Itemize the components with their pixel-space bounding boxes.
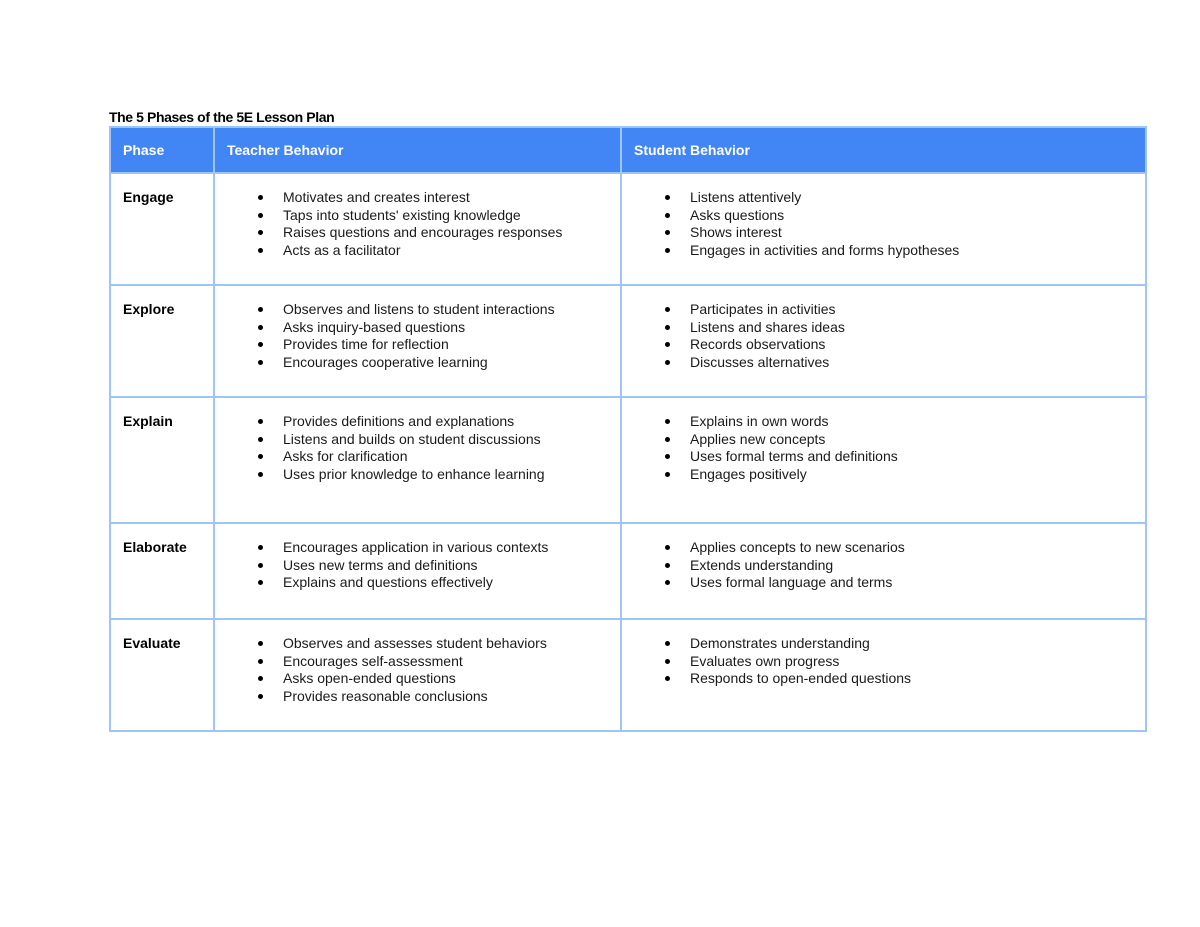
list-item: Evaluates own progress <box>622 653 1145 671</box>
phase-label: Explore <box>110 285 214 397</box>
list-item: Asks inquiry-based questions <box>215 319 620 337</box>
student-behavior-list <box>622 620 1145 688</box>
teacher-behavior-list <box>215 398 620 483</box>
list-item: Observes and assesses student behaviors <box>215 635 620 653</box>
list-item: Acts as a facilitator <box>215 242 620 260</box>
list-item: Uses prior knowledge to enhance learning <box>215 466 620 484</box>
student-behavior-list <box>622 524 1145 592</box>
table-row-evaluate <box>110 619 1146 731</box>
student-behavior-cell <box>621 397 1146 523</box>
list-item: Discusses alternatives <box>622 354 1145 372</box>
teacher-behavior-cell <box>214 397 621 523</box>
list-item: Responds to open-ended questions <box>622 670 1145 688</box>
list-item: Provides time for reflection <box>215 336 620 354</box>
student-behavior-cell <box>621 523 1146 619</box>
list-item: Provides reasonable conclusions <box>215 688 620 706</box>
header-teacher-behavior: Teacher Behavior <box>214 127 621 173</box>
student-behavior-cell <box>621 173 1146 285</box>
teacher-behavior-list <box>215 620 620 705</box>
list-item: Encourages self-assessment <box>215 653 620 671</box>
table-row-explain <box>110 397 1146 523</box>
list-item: Records observations <box>622 336 1145 354</box>
list-item: Motivates and creates interest <box>215 189 620 207</box>
list-item: Explains in own words <box>622 413 1145 431</box>
phase-label: Evaluate <box>110 619 214 731</box>
list-item: Listens and builds on student discussions <box>215 431 620 449</box>
list-item: Listens and shares ideas <box>622 319 1145 337</box>
list-item: Participates in activities <box>622 301 1145 319</box>
list-item: Asks open-ended questions <box>215 670 620 688</box>
list-item: Provides definitions and explanations <box>215 413 620 431</box>
teacher-behavior-cell <box>214 173 621 285</box>
teacher-behavior-list <box>215 524 620 592</box>
table-header <box>110 127 1146 173</box>
list-item: Asks questions <box>622 207 1145 225</box>
student-behavior-list <box>622 286 1145 371</box>
student-behavior-list <box>622 174 1145 259</box>
list-item: Uses formal terms and definitions <box>622 448 1145 466</box>
header-phase: Phase <box>110 127 214 173</box>
header-row <box>110 127 1146 173</box>
teacher-behavior-cell <box>214 285 621 397</box>
list-item: Shows interest <box>622 224 1145 242</box>
phase-label: Engage <box>110 173 214 285</box>
phase-label: Explain <box>110 397 214 523</box>
phases-table <box>109 126 1147 732</box>
list-item: Uses formal language and terms <box>622 574 1145 592</box>
list-item: Asks for clarification <box>215 448 620 466</box>
teacher-behavior-cell <box>214 619 621 731</box>
list-item: Applies new concepts <box>622 431 1145 449</box>
teacher-behavior-list <box>215 174 620 259</box>
list-item: Engages in activities and forms hypotheses <box>622 242 1145 260</box>
list-item: Applies concepts to new scenarios <box>622 539 1145 557</box>
list-item: Explains and questions effectively <box>215 574 620 592</box>
document-title: The 5 Phases of the 5E Lesson Plan <box>109 109 335 125</box>
list-item: Taps into students' existing knowledge <box>215 207 620 225</box>
student-behavior-cell <box>621 619 1146 731</box>
list-item: Observes and listens to student interactions <box>215 301 620 319</box>
phase-label: Elaborate <box>110 523 214 619</box>
list-item: Encourages cooperative learning <box>215 354 620 372</box>
list-item: Uses new terms and definitions <box>215 557 620 575</box>
list-item: Raises questions and encourages responses <box>215 224 620 242</box>
teacher-behavior-list <box>215 286 620 371</box>
list-item: Extends understanding <box>622 557 1145 575</box>
list-item: Engages positively <box>622 466 1145 484</box>
teacher-behavior-cell <box>214 523 621 619</box>
table-row-explore <box>110 285 1146 397</box>
list-item: Listens attentively <box>622 189 1145 207</box>
header-student-behavior: Student Behavior <box>621 127 1146 173</box>
list-item: Demonstrates understanding <box>622 635 1145 653</box>
list-item: Encourages application in various contexts <box>215 539 620 557</box>
student-behavior-list <box>622 398 1145 483</box>
student-behavior-cell <box>621 285 1146 397</box>
table-row-elaborate <box>110 523 1146 619</box>
table-row-engage <box>110 173 1146 285</box>
